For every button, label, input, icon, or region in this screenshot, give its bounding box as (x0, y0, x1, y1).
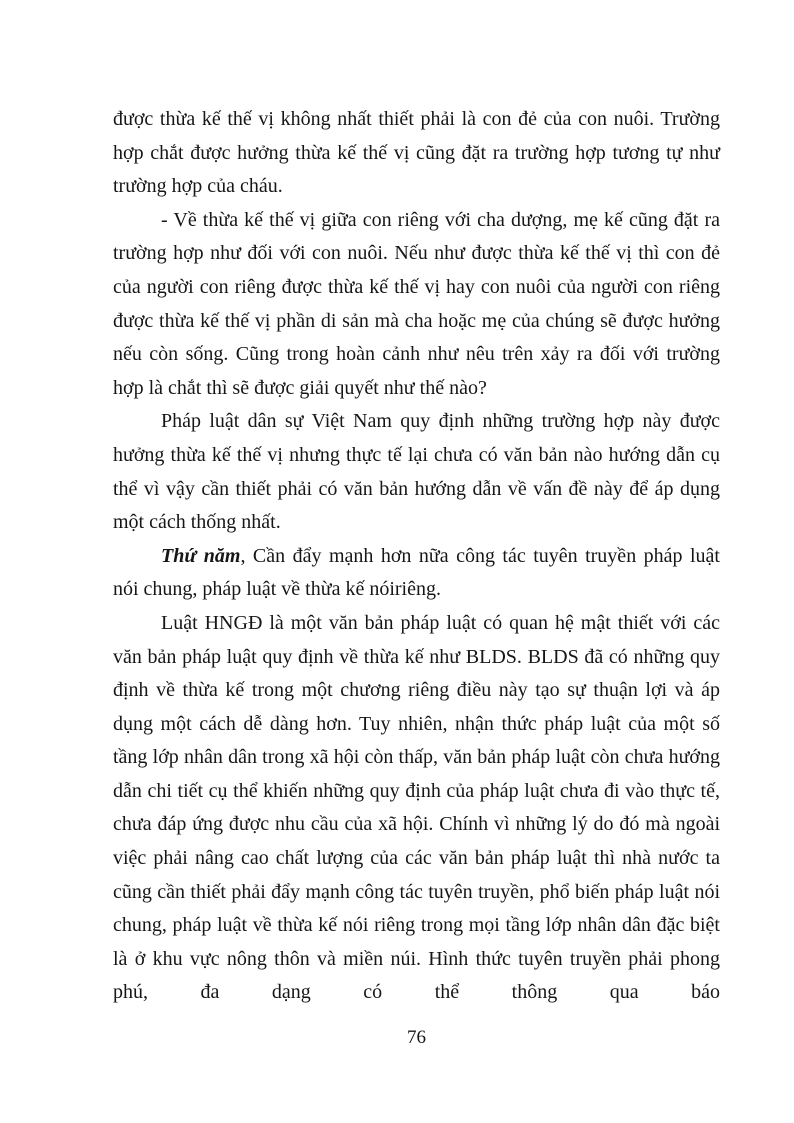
body-paragraph-continuation: được thừa kế thế vị không nhất thiết phải là con đẻ của con nuôi. Trường hợp chắt được hưởng thừa kế thế vị cũng đặt ra trường hợp tương tự như trường hợp của cháu. (113, 108, 720, 198)
body-paragraph-thu-nam (113, 540, 720, 607)
paragraph-lead-emphasis: Thứ năm (161, 544, 241, 567)
body-paragraph-final: Luật HNGĐ là một văn bản pháp luật có quan hệ mật thiết với các văn bản pháp luật quy định về thừa kế như BLDS. BLDS đã có những quy định về thừa kế trong một chương riêng điều này tạo sự thuận lợi và áp dụng một cách dễ dàng hơn. Tuy nhiên, nhận thức pháp luật của một số tầng lớp nhân dân trong xã hội còn thấp, văn bản pháp luật còn chưa hướng dẫn chi tiết cụ thể khiến những quy định của pháp luật chưa đi vào thực tế, chưa đáp ứng được nhu cầu của xã hội. Chính vì những lý do đó mà ngoài việc phải nâng cao chất lượng của các văn bản pháp luật thì nhà nước ta cũng cần thiết phải đẩy mạnh công tác tuyên truyền, phổ biến pháp luật nói chung, pháp luật về thừa kế nói riêng trong mọi tầng lớp nhân dân đặc biệt là ở khu vực nông thôn và miền núi. Hình thức tuyên truyền phải phong phú, đa dạng có thể thông qua báo (113, 611, 720, 1004)
body-paragraph: Pháp luật dân sự Việt Nam quy định những trường hợp này được hưởng thừa kế thế vị nhưng thực tế lại chưa có văn bản nào hướng dẫn cụ thể vì vậy cần thiết phải có văn bản hướng dẫn về vấn đề này để áp dụng một cách thống nhất. (113, 410, 720, 534)
paragraph-rest-text: , Cần đẩy mạnh hơn nữa công tác tuyên truyền pháp luật nói chung, pháp luật về thừa kế nóiriêng. (113, 544, 720, 601)
body-paragraph-dash-item: - Về thừa kế thế vị giữa con riêng với cha dượng, mẹ kế cũng đặt ra trường hợp như đối với con nuôi. Nếu như được thừa kế thế vị thì con đẻ của người con riêng được thừa kế thế vị hay con nuôi của người con riêng được thừa kế thế vị phần di sản mà cha hoặc mẹ của chúng sẽ được hưởng nếu còn sống. Cũng trong hoàn cảnh như nêu trên xảy ra đối với trường hợp là chắt thì sẽ được giải quyết như thế nào? (113, 208, 720, 399)
page-number: 76 (407, 1027, 426, 1048)
document-text-block (113, 103, 720, 1010)
